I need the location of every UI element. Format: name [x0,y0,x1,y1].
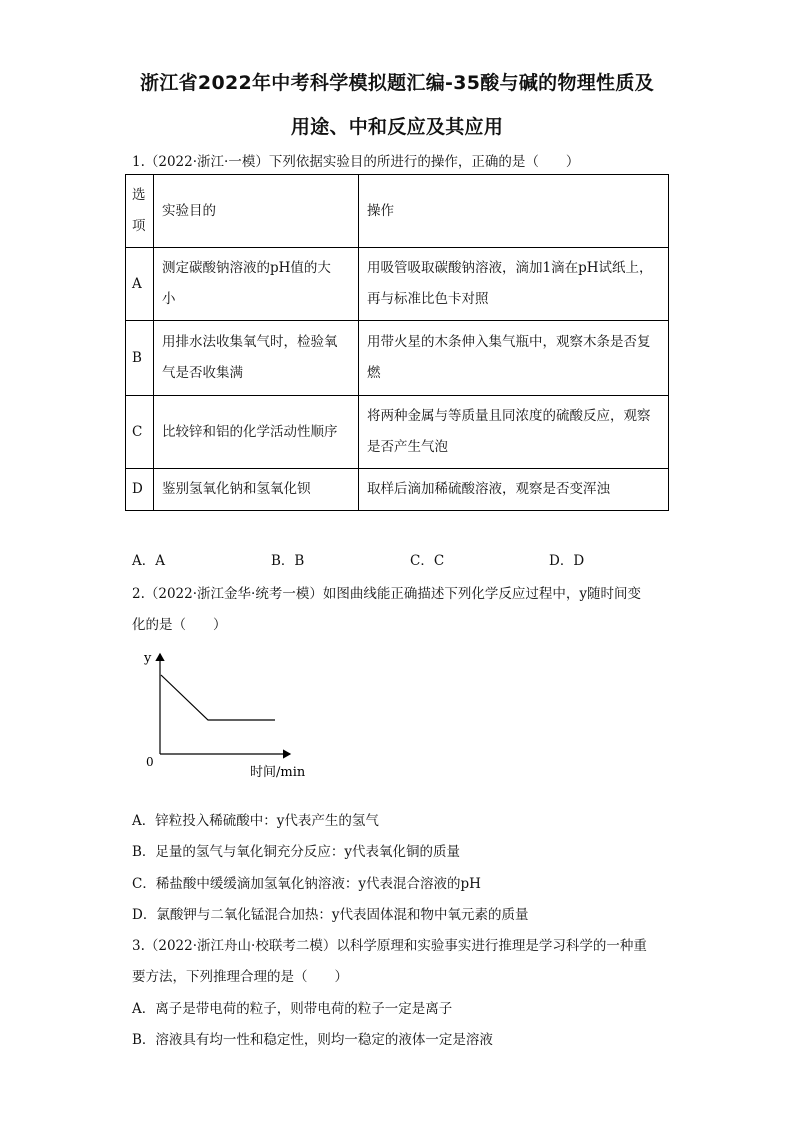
y-axis-label: y [144,651,152,666]
header-option-line-1: 选 [132,187,146,203]
header-option-line-2: 项 [132,218,146,234]
row-aim [154,321,359,396]
q2-stem-line-1: 2.（2022·浙江金华·统考一模）如图曲线能正确描述下列化学反应过程中，y随时间变 [132,586,641,602]
row-aim [154,396,359,469]
row-operation-line: 再与标准比色卡对照 [367,291,489,307]
row-operation-line: 取样后滴加稀硫酸溶液，观察是否变浑浊 [367,481,610,497]
row-operation-line: 是否产生气泡 [367,439,448,455]
row-operation [359,248,669,321]
q2-option-d[interactable]: D．氯酸钾与二氧化锰混合加热：y代表固体混和物中氧元素的质量 [132,907,529,923]
q1-stem: 1.（2022·浙江·一模）下列依据实验目的所进行的操作，正确的是（ ） [132,154,580,170]
table-row [126,248,669,321]
q3-stem-line-1: 3.（2022·浙江舟山·校联考二模）以科学原理和实验事实进行推理是学习科学的一种重 [132,938,647,954]
q1-option-c[interactable]: C．C [410,553,445,569]
q2-option-b[interactable]: B．足量的氢气与氧化铜充分反应：y代表氧化铜的质量 [132,844,461,860]
row-operation [359,321,669,396]
row-aim-line: 比较锌和铝的化学活动性顺序 [162,423,338,440]
table-header-row [126,175,669,248]
row-label: D [126,469,154,511]
row-label: B [126,321,154,396]
row-operation [359,469,669,511]
q2-option-c[interactable]: C．稀盐酸中缓缓滴加氢氧化钠溶液：y代表混合溶液的pH [132,876,481,892]
q3-stem-line-2: 要方法，下列推理合理的是（ ） [132,969,348,985]
q1-option-b[interactable]: B．B [271,553,305,569]
q1-option-a[interactable]: A．A [132,553,165,569]
header-option-cell [126,175,154,248]
q3-option-b[interactable]: B．溶液具有均一性和稳定性，则均一稳定的液体一定是溶液 [132,1032,493,1048]
row-label: A [126,248,154,321]
row-operation-line: 将两种金属与等质量且同浓度的硫酸反应，观察 [367,408,651,424]
document-title-line-1: 浙江省2022年中考科学模拟题汇编-35酸与碱的物理性质及 [140,72,654,94]
row-aim-line: 鉴别氢氧化钠和氢氧化钡 [162,481,311,497]
q1-table [125,174,669,511]
row-aim [154,248,359,321]
row-aim [154,469,359,511]
q1-option-d[interactable]: D．D [549,553,585,569]
document-title-line-2: 用途、中和反应及其应用 [290,116,504,138]
header-operation-cell: 操作 [359,175,669,248]
graph-curve [161,675,275,720]
row-label: C [126,396,154,469]
row-aim-line: 气是否收集满 [162,365,243,381]
table-row [126,469,669,511]
x-axis-label: 时间/min [250,765,306,780]
row-aim-line: 用排水法收集氧气时，检验氧 [162,334,338,350]
row-aim-line: 测定碳酸钠溶液的pH值的大 [162,260,331,276]
row-aim-line: 小 [162,291,176,307]
q3-option-a[interactable]: A．离子是带电荷的粒子，则带电荷的粒子一定是离子 [132,1001,453,1017]
q2-option-a[interactable]: A．锌粒投入稀硫酸中：y代表产生的氢气 [132,813,379,829]
row-operation-line: 用吸管吸取碳酸钠溶液，滴加1滴在pH试纸上， [367,260,653,276]
table-row [126,321,669,396]
header-aim-cell: 实验目的 [154,175,359,248]
row-operation [359,396,669,469]
row-operation-line: 用带火星的木条伸入集气瓶中，观察木条是否复 [367,334,651,350]
origin-label: 0 [146,755,154,769]
table-row [126,396,669,469]
q2-graph [140,648,340,783]
row-operation-line: 燃 [367,365,381,381]
q2-stem-line-2: 化的是（ ） [132,617,227,633]
